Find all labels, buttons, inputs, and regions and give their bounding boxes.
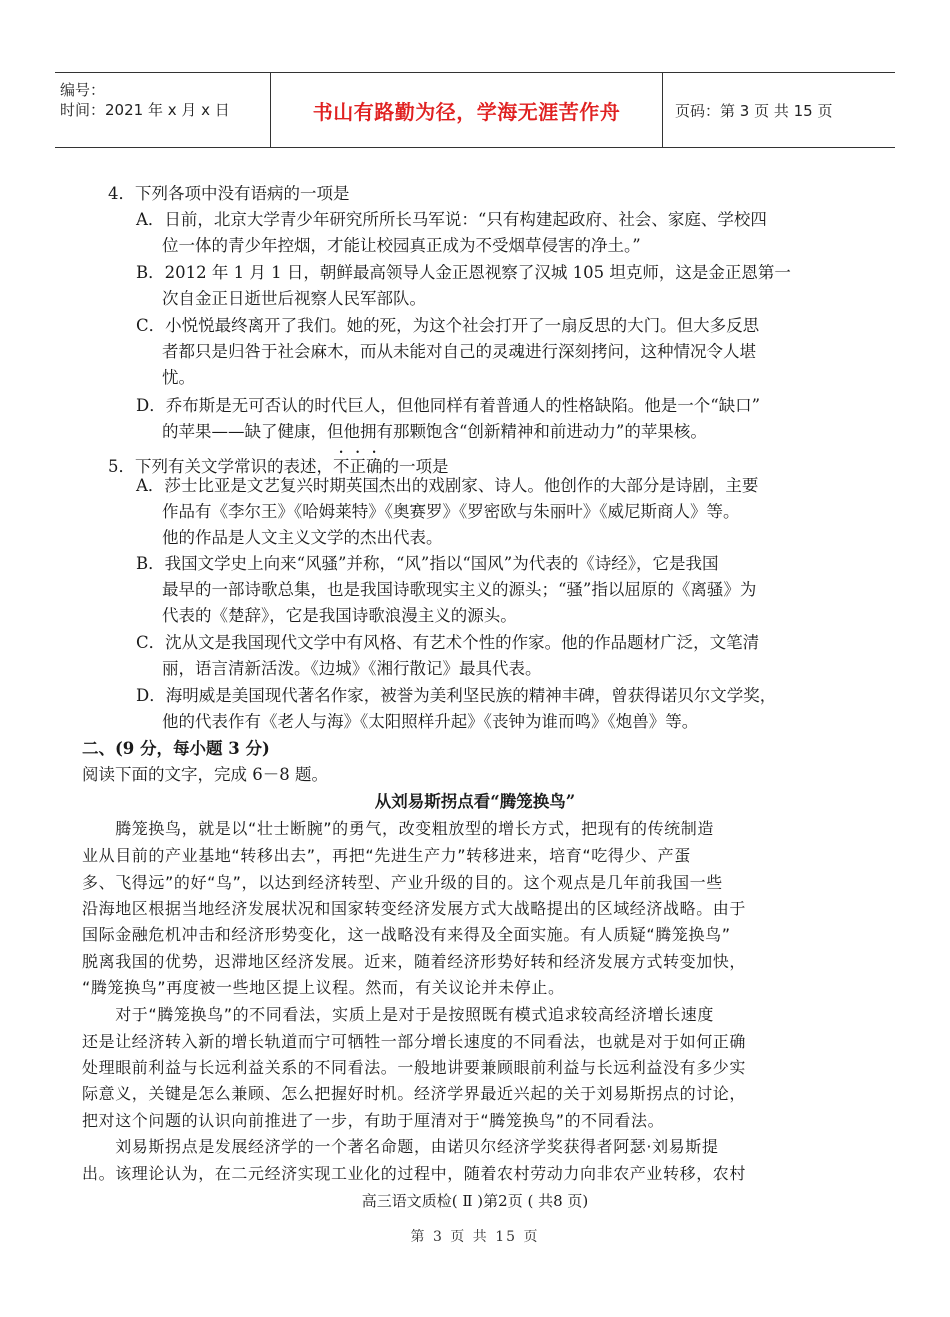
article-line: 把对这个问题的认识向前推进了一步，有助于厘清对于“腾笼换鸟”的不同看法。 (82, 1111, 665, 1130)
article-line: 处理眼前利益与长远利益关系的不同看法。一般地讲要兼顾眼前利益与长远利益没有多少实 (82, 1058, 747, 1077)
article-line: 刘易斯拐点是发展经济学的一个著名命题，由诺贝尔经济学奖获得者阿瑟·刘易斯提 (82, 1137, 719, 1156)
question-5-stem (108, 448, 449, 478)
q4-option-d-cont: 的苹果——缺了健康，但他拥有那颗饱含“创新精神和前进动力”的苹果核。 (162, 422, 707, 441)
section-2-heading: 二、(9 分，每小题 3 分) (82, 739, 270, 758)
article-line: 际意义，关键是怎么兼顾、怎么把握好时机。经济学界最近兴起的关于刘易斯拐点的讨论， (82, 1084, 747, 1103)
q4-option-b-cont: 次自金正日逝世后视察人民军部队。 (162, 289, 426, 308)
page-number: 第 3 页 共 15 页 (410, 1229, 540, 1245)
q5-option-a-cont2: 他的作品是人文主义文学的杰出代表。 (162, 528, 443, 547)
article-line: 脱离我国的优势，迟滞地区经济发展。近来，随着经济形势好转和经济发展方式转变加快， (82, 952, 747, 971)
q5-option-a: A．莎士比亚是文艺复兴时期英国杰出的戏剧家、诗人。他创作的大部分是诗剧，主要 (136, 476, 759, 495)
q5-option-c: C．沈从文是我国现代文学中有风格、有艺术个性的作家。他的作品题材广泛，文笔清 (136, 633, 760, 652)
q5-option-a-cont: 作品有《李尔王》《哈姆莱特》《奥赛罗》《罗密欧与朱丽叶》《威尼斯商人》等。 (162, 502, 740, 521)
article-line: 多、飞得远”的好“鸟”，以达到经济转型、产业升级的目的。这个观点是几年前我国一些 (82, 873, 723, 892)
q4-option-d: D．乔布斯是无可否认的时代巨人，但他同样有着普通人的性格缺陷。他是一个“缺口” (136, 396, 761, 415)
q5-option-b: B．我国文学史上向来“风骚”并称，“风”指以“国风”为代表的《诗经》，它是我国 (136, 554, 719, 573)
article-line: 出。该理论认为，在二元经济实现工业化的过程中，随着农村劳动力向非农产业转移，农村 (82, 1164, 747, 1183)
q4-option-a-cont: 位一体的青少年控烟，才能让校园真正成为不受烟草侵害的净土。” (162, 236, 641, 255)
article-line: 沿海地区根据当地经济发展状况和国家转变经济发展方式大战略提出的区域经济战略。由于 (82, 899, 747, 918)
q5-stem-part-a: 5．下列有关文学常识的表述， (108, 457, 333, 476)
article-line: 业从目前的产业基地“转移出去”，再把“先进生产力”转移进来，培育“吃得少、产蛋 (82, 846, 691, 865)
q5-option-c-cont: 丽，语言清新活泼。《边城》《湘行散记》最具代表。 (162, 659, 542, 678)
q4-option-c-cont2: 忧。 (162, 368, 195, 387)
header-info (55, 73, 270, 147)
article-line: 国际金融危机冲击和经济形势变化，这一战略没有来得及全面实施。有人质疑“腾笼换鸟” (82, 925, 731, 944)
q5-option-b-cont2: 代表的《楚辞》，它是我国诗歌浪漫主义的源头。 (162, 606, 517, 625)
exam-footer: 高三语文质检( Ⅱ )第2页 ( 共8 页) (361, 1192, 589, 1210)
motto: 书山有路勤为径，学海无涯苦作舟 (270, 73, 663, 147)
article-line: “腾笼换鸟”再度被一些地区提上议程。然而，有关议论并未停止。 (82, 978, 565, 997)
q5-stem-emphasis: 不正确 (333, 457, 383, 476)
article-line: 对于“腾笼换鸟”的不同看法，实质上是对于是按照既有模式追求较高经济增长速度 (82, 1005, 714, 1024)
q5-stem-part-b: 的一项是 (382, 457, 449, 476)
article-title: 从刘易斯拐点看“腾笼换鸟” (374, 792, 576, 811)
section-2-instruction: 阅读下面的文字，完成 6－8 题。 (82, 765, 328, 784)
time-label: 时间：2021 年 x 月 x 日 (60, 101, 230, 119)
q5-option-b-cont: 最早的一部诗歌总集，也是我国诗歌现实主义的源头；“骚”指以屈原的《离骚》为 (162, 580, 757, 599)
question-4-stem: 4．下列各项中没有语病的一项是 (108, 184, 350, 203)
page-label: 页码：第 3 页 共 15 页 (675, 101, 833, 120)
q4-option-b: B．2012 年 1 月 1 日，朝鲜最高领导人金正恩视察了汉城 105 坦克师，这是金正恩第一 (136, 263, 791, 282)
q4-option-c: C．小悦悦最终离开了我们。她的死，为这个社会打开了一扇反思的大门。但大多反思 (136, 316, 760, 335)
q5-option-d-cont: 他的代表作有《老人与海》《太阳照样升起》《丧钟为谁而鸣》《炮兽》等。 (162, 712, 699, 731)
q4-option-a: A．日前，北京大学青少年研究所所长马军说：“只有构建起政府、社会、家庭、学校四 (136, 210, 767, 229)
article-line: 腾笼换鸟，就是以“壮士断腕”的勇气，改变粗放型的增长方式，把现有的传统制造 (82, 819, 714, 838)
q4-option-c-cont: 者都只是归咎于社会麻木，而从未能对自己的灵魂进行深刻拷问，这种情况令人堪 (162, 342, 756, 361)
page-header (55, 72, 895, 148)
article-line: 还是让经济转入新的增长轨道而宁可牺牲一部分增长速度的不同看法，也就是对于如何正确 (82, 1032, 747, 1051)
q5-option-d: D．海明威是美国现代著名作家，被誉为美利坚民族的精神丰碑，曾获得诺贝尔文学奖， (136, 686, 777, 705)
number-label: 编号： (60, 81, 106, 99)
